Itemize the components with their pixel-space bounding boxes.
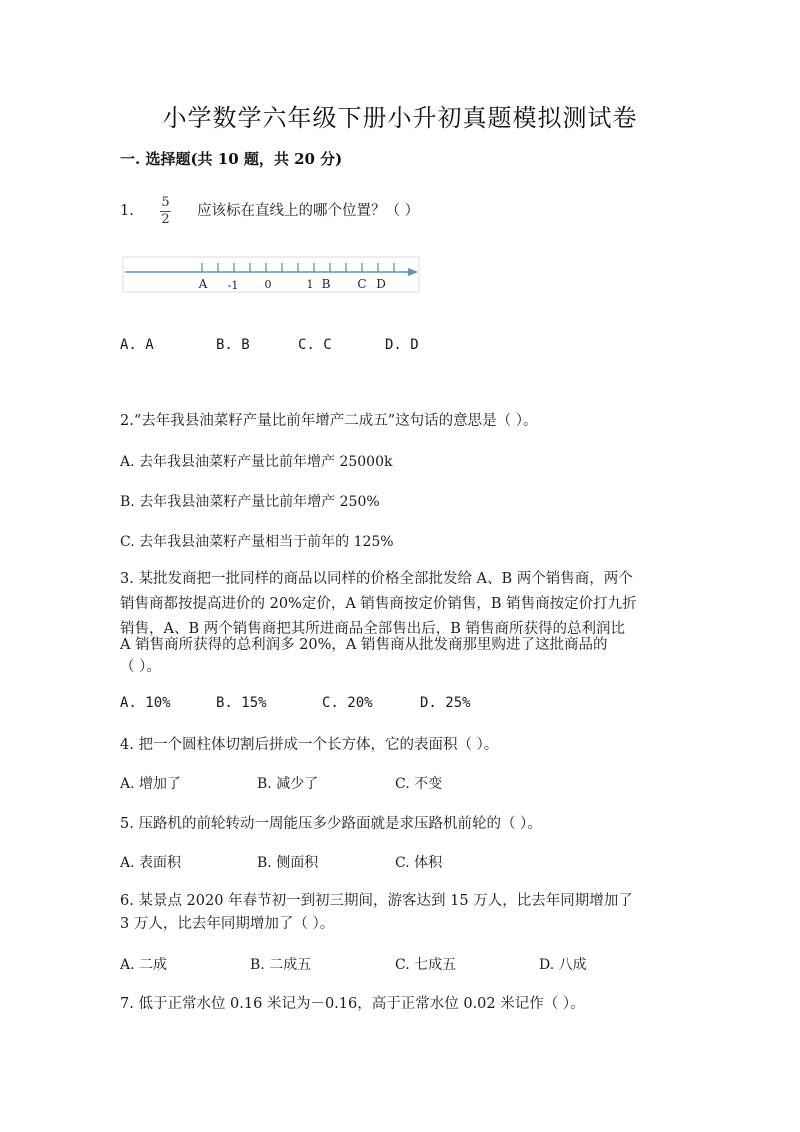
- q2-option-a: A. 去年我县油菜籽产量比前年增产 25000k: [120, 454, 393, 470]
- q3-option-c: C. 20%: [322, 695, 373, 711]
- q3-option-b: B. 15%: [216, 695, 267, 711]
- question-4-text: 4. 把一个圆柱体切割后拼成一个长方体，它的表面积（ ）。: [120, 737, 499, 753]
- q1-option-d: D. D: [385, 337, 419, 353]
- question-3-line-2: 销售商都按提高进价的 20%定价，A 销售商按定价销售，B 销售商按定价打九折: [120, 596, 637, 612]
- section-heading: 一. 选择题(共 10 题，共 20 分): [120, 150, 343, 168]
- q6-option-a: A. 二成: [120, 957, 168, 973]
- q5-option-a: A. 表面积: [120, 855, 182, 871]
- q4-option-a: A. 增加了: [120, 776, 182, 792]
- label-c: C: [357, 277, 367, 291]
- label-d: D: [376, 277, 386, 291]
- question-6-line-2: 3 万人，比去年同期增加了（ ）。: [120, 916, 335, 932]
- label-a: A: [198, 277, 208, 291]
- number-line-figure: [122, 256, 422, 296]
- q6-option-d: D. 八成: [539, 957, 587, 973]
- q1-option-c: C. C: [298, 337, 332, 353]
- question-2-text: 2.“去年我县油菜籽产量比前年增产二成五”这句话的意思是（ ）。: [120, 413, 538, 429]
- q2-option-c: C. 去年我县油菜籽产量相当于前年的 125%: [120, 534, 394, 550]
- question-1-number: 1.: [120, 203, 134, 219]
- question-7-text: 7. 低于正常水位 0.16 米记为－0.16，高于正常水位 0.02 米记作（ ）。: [120, 996, 585, 1012]
- q4-option-b: B. 减少了: [257, 776, 319, 792]
- question-5-text: 5. 压路机的前轮转动一周能压多少路面就是求压路机前轮的（ ）。: [120, 816, 542, 832]
- fraction-denominator: 2: [161, 212, 170, 227]
- q3-option-a: A. 10%: [120, 695, 171, 711]
- question-6-line-1: 6. 某景点 2020 年春节初一到初三期间，游客达到 15 万人，比去年同期增加了: [120, 893, 633, 909]
- question-3-line-5: （ ）。: [120, 659, 161, 675]
- q2-option-b: B. 去年我县油菜籽产量比前年增产 250%: [120, 494, 380, 510]
- question-1-text: 应该标在直线上的哪个位置？（ ）: [197, 203, 420, 219]
- q1-option-a: A. A: [120, 337, 154, 353]
- label-b: B: [321, 277, 331, 291]
- q3-option-d: D. 25%: [420, 695, 471, 711]
- question-3-line-4: A 销售商所获得的总利润多 20%，A 销售商从批发商那里购进了这批商品的: [120, 637, 608, 653]
- q5-option-c: C. 体积: [395, 855, 443, 871]
- q5-option-b: B. 侧面积: [257, 855, 319, 871]
- q6-option-b: B. 二成五: [250, 957, 312, 973]
- fraction-five-halves: [160, 196, 171, 227]
- question-3-line-3: 销售，A、B 两个销售商把其所进商品全部售出后，B 销售商所获得的总利润比: [120, 621, 625, 637]
- label-minus-one: -1: [227, 279, 239, 292]
- q6-option-c: C. 七成五: [395, 957, 457, 973]
- fraction-numerator: 5: [161, 195, 170, 210]
- label-one: 1: [306, 278, 314, 291]
- label-zero: 0: [264, 278, 272, 291]
- q1-option-b: B. B: [216, 337, 250, 353]
- page-title: 小学数学六年级下册小升初真题模拟测试卷: [162, 104, 638, 132]
- question-3-line-1: 3. 某批发商把一批同样的商品以同样的价格全部批发给 A、B 两个销售商，两个: [120, 571, 633, 587]
- q4-option-c: C. 不变: [395, 776, 443, 792]
